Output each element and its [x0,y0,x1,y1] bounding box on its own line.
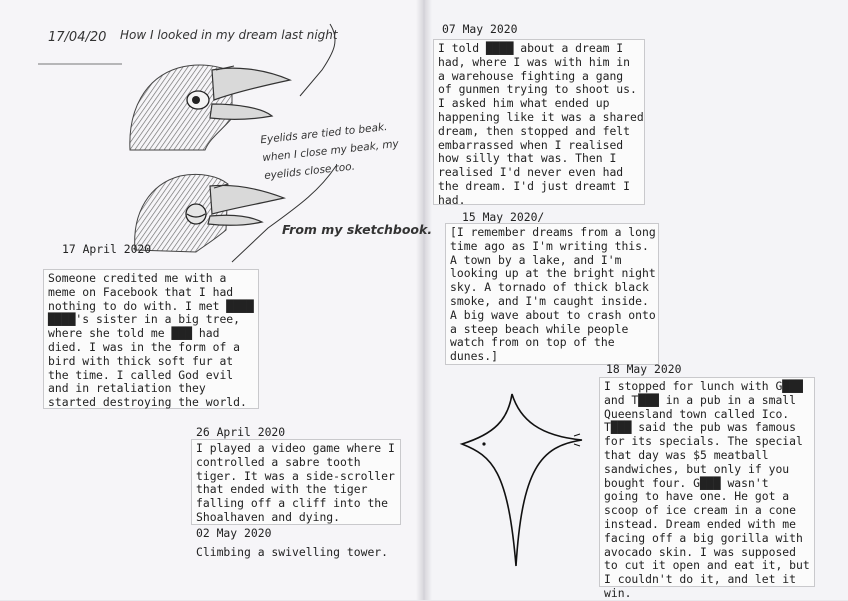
sketch-caption: How I looked in my dream last night [120,28,338,42]
entry-date-17-april: 17 April 2020 [62,242,152,256]
entry-date-07-may: 07 May 2020 [442,22,518,36]
sketch-source: From my sketchbook. [282,222,433,237]
entry-text-07-may: I told ████ about a dream I had, where I was with him in a warehouse fighting a gang of gunmen trying to shoot us. I asked him what ended up happening like it was a shared dream, then stopped and felt embarrassed when I realised how silly that was. Then I realised I'd never even had the dream. I'd just dreamt I had. [434,40,644,204]
entry-text-17-april: Someone credited me with a meme on Facebook that I had nothing to do with. I met ████ ████'s sister in a big tree, where she told me ███ had died. I was in the form of a bird with thick soft fur at the time. I called God evil and in retaliation they started destroying the world. [44,270,258,408]
entry-text-26-april: I played a video game where I controlled a sabre tooth tiger. It was a side-scroller that ended with the tiger falling off a cliff into the Shoalhaven and dying. [192,440,400,524]
entry-text-18-may: I stopped for lunch with G███ and T███ in a pub in a small Queensland town called Ico. T███ said the pub was famous for its specials. The special that day was $5 meatball sandwiches, but only if you bought four. G███ wasn't going to have one. He got a scoop of ice cream in a cone instead. Dream ended with me facing off a big gorilla with avocado skin. I was supposed to cut it open and eat it, but I couldn't do it, and let it win. [600,378,814,586]
entry-text-02-may: Climbing a swivelling tower. [196,545,389,559]
entry-date-26-april: 26 April 2020 [196,425,286,439]
entry-date-15-may: 15 May 2020/ [462,210,545,224]
sketch-date: 17/04/20 [48,30,107,45]
entry-date-02-may: 02 May 2020 [196,526,272,540]
entry-date-18-may: 18 May 2020 [606,362,682,376]
entry-text-15-may: [I remember dreams from a long time ago as I'm writing this. A town by a lake, and I'm looking up at the bright night sky. A tornado of thick black smoke, and I'm caught inside. A big wave about to crash onto a steep beach while people watch from on top of the dunes.] [446,224,658,364]
sketch-note: Eyelids are tied to beak. when I close my beak, my eyelids close too. [259,120,400,183]
